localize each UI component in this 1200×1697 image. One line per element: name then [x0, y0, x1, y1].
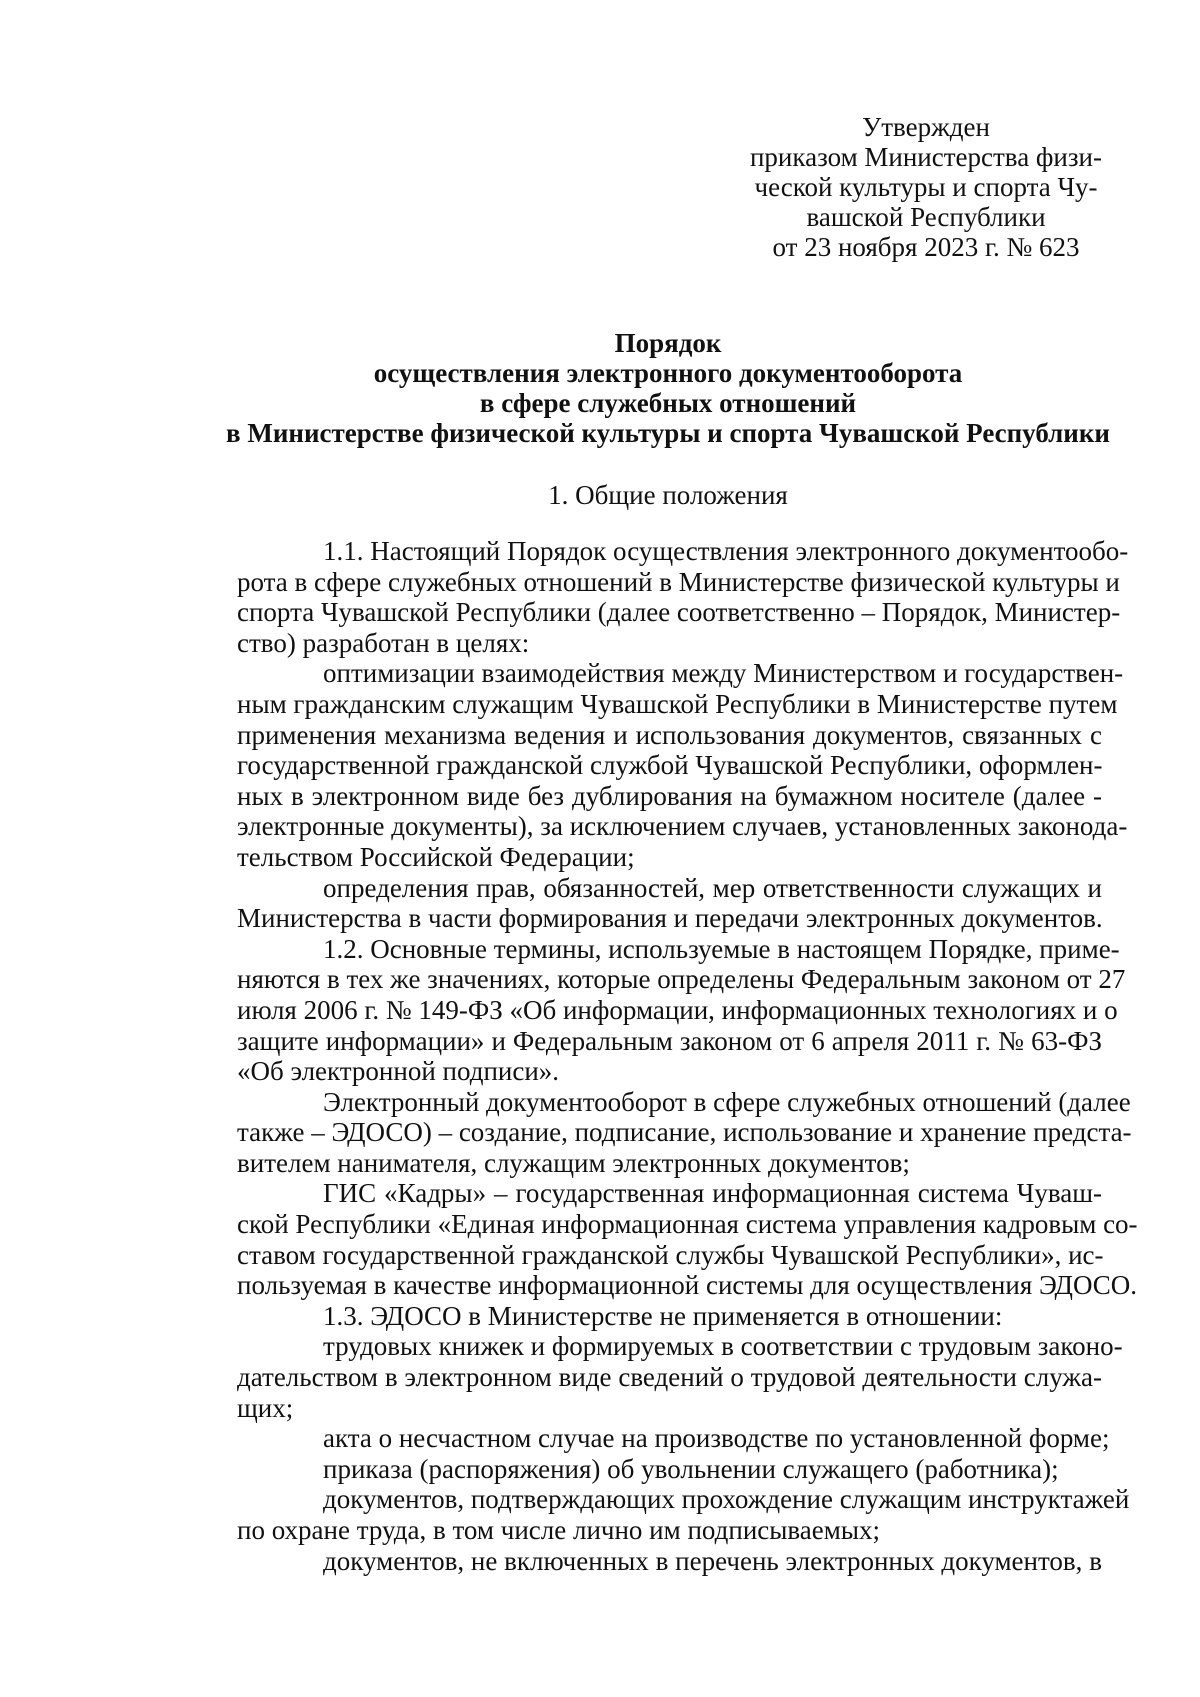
title-line: Порядок	[614, 328, 722, 358]
body-line: няются в тех же значениях, которые определены Федеральным законом от 27	[237, 964, 1126, 995]
body-line: ГИС «Кадры» – государственная информационная система Чуваш-	[323, 1178, 1102, 1209]
approval-line: ческой культуры и спорта Чу-	[754, 172, 1098, 202]
body-line: рота в сфере служебных отношений в Министерстве физической культуры и	[237, 566, 1120, 597]
approval-stamp	[748, 112, 1104, 262]
body-line: вителем нанимателя, служащим электронных документов;	[237, 1147, 910, 1178]
body-line: щих;	[237, 1392, 294, 1423]
body-line: июля 2006 г. № 149-ФЗ «Об информации, информационных технологиях и о	[237, 994, 1118, 1025]
body-line: электронные документы), за исключением случаев, установленных законода-	[237, 811, 1128, 842]
body-line: также – ЭДОСО) – создание, подписание, использование и хранение предста-	[237, 1117, 1132, 1148]
approval-line: приказом Министерства физи-	[749, 142, 1102, 172]
body-line: пользуемая в качестве информационной системы для осуществления ЭДОСО.	[237, 1270, 1138, 1301]
title-line: осуществления электронного документооборота	[373, 358, 963, 388]
body-line: оптимизации взаимодействия между Министерством и государствен-	[323, 658, 1124, 689]
body-line: государственной гражданской службой Чувашской Республики, оформлен-	[237, 750, 1103, 781]
approval-line: от 23 ноября 2023 г. № 623	[772, 232, 1080, 262]
body-text	[237, 536, 1138, 1576]
body-line: ской Республики «Единая информационная система управления кадровым со-	[237, 1209, 1138, 1240]
body-line: трудовых книжек и формируемых в соответствии с трудовым законо-	[323, 1331, 1123, 1362]
body-line: документов, подтверждающих прохождение служащим инструктажей	[323, 1484, 1130, 1515]
body-line: применения механизма ведения и использования документов, связанных с	[237, 719, 1102, 750]
body-line: Министерства в части формирования и передачи электронных документов.	[237, 903, 1103, 934]
body-line: ставом государственной гражданской службы Чувашской Республики», ис-	[237, 1239, 1104, 1270]
body-line: защите информации» и Федеральным законом от 6 апреля 2011 г. № 63-ФЗ	[237, 1025, 1102, 1056]
approval-line: вашской Республики	[806, 202, 1046, 232]
body-line: тельством Российской Федерации;	[237, 841, 635, 872]
body-line: «Об электронной подписи».	[237, 1056, 560, 1087]
body-line: 1.2. Основные термины, используемые в настоящем Порядке, приме-	[323, 933, 1120, 964]
title-line: в сфере служебных отношений	[479, 388, 857, 418]
body-line: ным гражданским служащим Чувашской Республики в Министерстве путем	[237, 688, 1118, 719]
body-line: приказа (распоряжения) об увольнении служащего (работника);	[323, 1453, 1059, 1484]
body-line: по охране труда, в том числе лично им подписываемых;	[237, 1515, 880, 1545]
body-line: Электронный документооборот в сфере служебных отношений (далее	[323, 1086, 1131, 1117]
body-line: 1.1. Настоящий Порядок осуществления электронного документообо-	[323, 536, 1129, 566]
body-line: определения прав, обязанностей, мер ответственности служащих и	[323, 872, 1102, 903]
body-line: дательством в электронном виде сведений о трудовой деятельности служа-	[237, 1362, 1102, 1393]
title-line: в Министерстве физической культуры и спорта Чувашской Республики	[226, 418, 1110, 448]
body-line: акта о несчастном случае на производстве по установленной форме;	[323, 1423, 1110, 1454]
section-heading: 1. Общие положения	[548, 480, 788, 510]
body-line: спорта Чувашской Республики (далее соответственно – Порядок, Министер-	[237, 597, 1121, 628]
body-line: документов, не включенных в перечень электронных документов, в	[323, 1545, 1102, 1576]
body-line: 1.3. ЭДОСО в Министерстве не применяется в отношении:	[323, 1300, 1003, 1331]
body-line: ство) разработан в целях:	[237, 627, 530, 658]
approval-line: Утвержден	[862, 112, 990, 142]
document-title	[190, 328, 1146, 448]
body-line: ных в электронном виде без дублирования на бумажном носителе (далее -	[237, 780, 1102, 811]
